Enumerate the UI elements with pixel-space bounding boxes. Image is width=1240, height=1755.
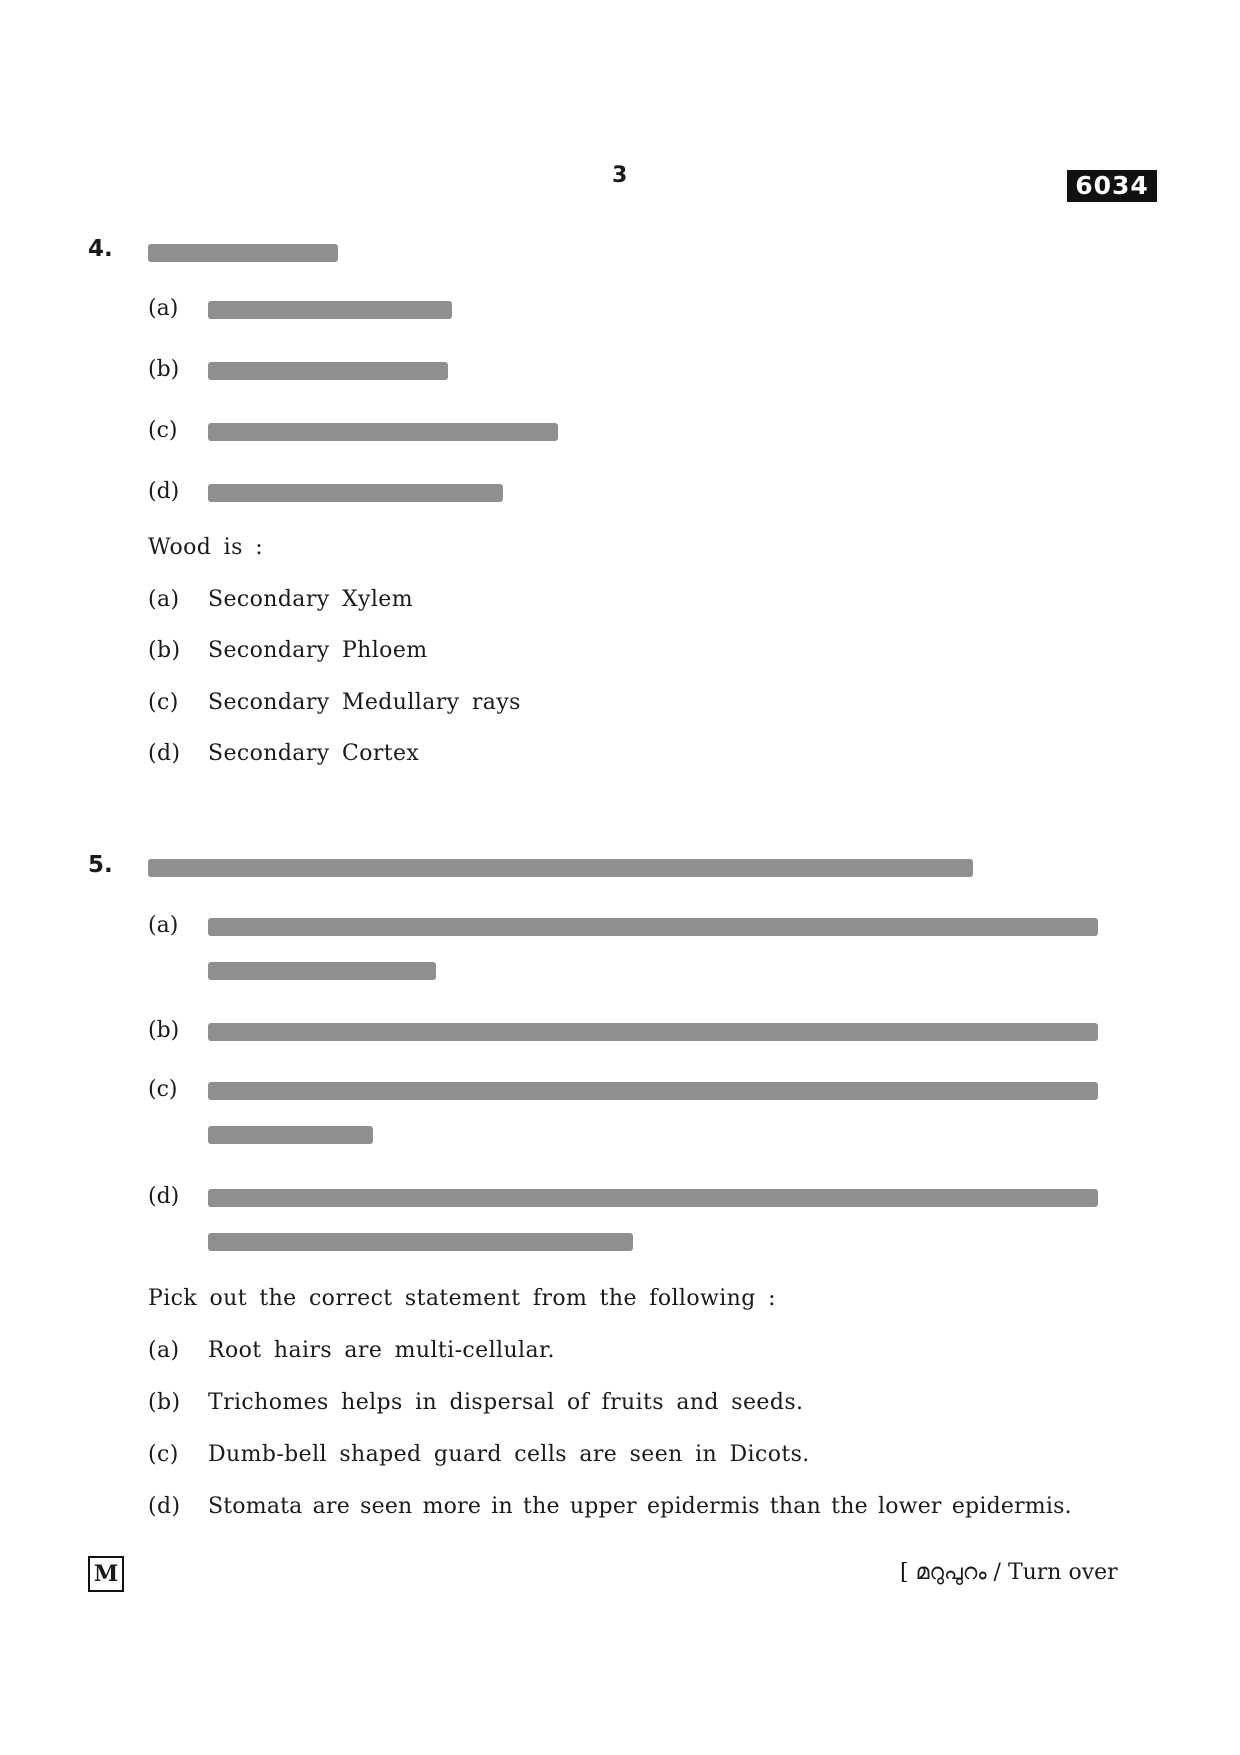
option-label: (d) [148,1494,181,1519]
option-label: (a) [148,587,180,612]
question-stem-english: Wood is : [148,535,264,560]
option-text: Root hairs are multi-cellular. [208,1338,555,1363]
option-text-malayalam [208,484,503,502]
option-text: Secondary Phloem [208,638,428,663]
option-label: (a) [148,1338,180,1363]
page-number: 3 [612,163,628,188]
option-text-malayalam [208,362,448,380]
option-text: Secondary Xylem [208,587,413,612]
option-text: Stomata are seen more in the upper epidermis than the lower epidermis. [208,1494,1072,1519]
option-text-malayalam-line2 [208,1126,373,1144]
option-label: (a) [148,296,179,321]
option-label: (b) [148,1390,181,1415]
option-text-malayalam [208,918,1098,936]
option-label: (d) [148,741,181,766]
option-text-malayalam [208,1189,1098,1207]
option-text-malayalam [208,301,452,319]
option-text-malayalam-line2 [208,962,436,980]
option-label: (d) [148,1184,180,1209]
medium-mark-box: M [88,1556,124,1592]
paper-code-badge: 6034 [1067,170,1157,202]
question-stem-malayalam [148,859,973,877]
turn-over-note: [ മറുപുറം / Turn over [900,1560,1118,1585]
option-label: (c) [148,1442,179,1467]
option-text: Secondary Medullary rays [208,690,521,715]
question-stem-english: Pick out the correct statement from the following : [148,1286,776,1311]
option-label: (b) [148,638,181,663]
option-label: (c) [148,1077,178,1102]
option-text-malayalam [208,1023,1098,1041]
option-label: (c) [148,690,179,715]
option-text-malayalam [208,1082,1098,1100]
option-label: (d) [148,479,180,504]
question-stem-malayalam [148,244,338,262]
option-label: (b) [148,1018,180,1043]
option-label: (b) [148,357,180,382]
option-text-malayalam [208,423,558,441]
option-label: (a) [148,913,179,938]
option-text: Trichomes helps in dispersal of fruits and seeds. [208,1390,804,1415]
option-label: (c) [148,418,178,443]
question-number: 5. [88,852,113,878]
option-text: Dumb-bell shaped guard cells are seen in Dicots. [208,1442,810,1467]
option-text-malayalam-line2 [208,1233,633,1251]
option-text: Secondary Cortex [208,741,420,766]
question-number: 4. [88,236,113,262]
